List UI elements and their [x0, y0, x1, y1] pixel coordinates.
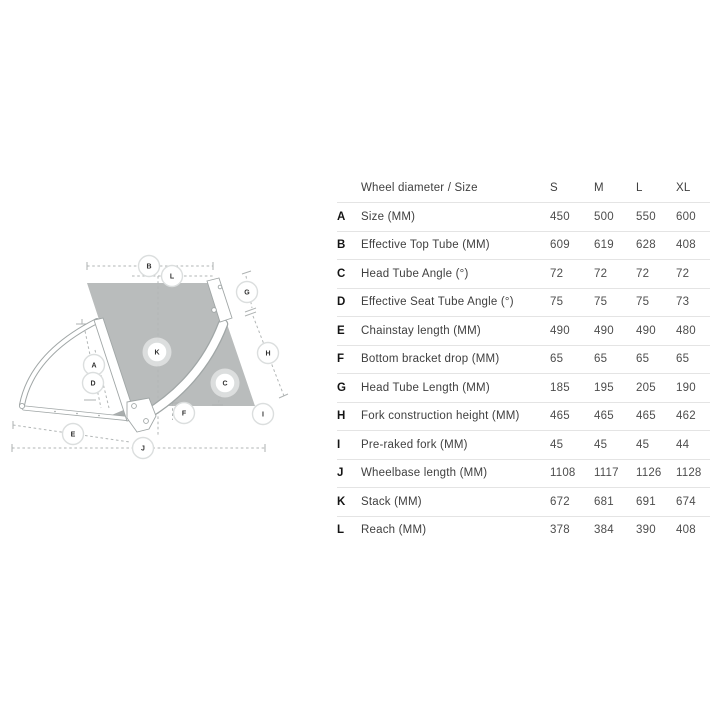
cell-s: 1108 [550, 467, 576, 480]
table-row [337, 231, 710, 260]
cell-m: 72 [594, 267, 608, 280]
marker-e [63, 424, 84, 445]
table-row [337, 373, 710, 402]
bike-frame-diagram [0, 248, 300, 473]
cell-xl: 462 [676, 410, 696, 423]
svg-text:F: F [181, 410, 187, 418]
marker-d [83, 373, 104, 394]
cell-xl: 44 [676, 438, 690, 451]
cell-m: 45 [594, 438, 608, 451]
row-letter: D [337, 296, 346, 309]
cell-l: 465 [636, 410, 656, 423]
cell-xl: 1128 [676, 467, 702, 480]
cell-xl: 72 [676, 267, 690, 280]
marker-c [211, 369, 240, 398]
svg-text:G: G [244, 289, 250, 297]
row-letter: A [337, 210, 346, 223]
table-row [337, 516, 710, 545]
table-row [337, 487, 710, 516]
cell-xl: 408 [676, 524, 696, 537]
row-letter: E [337, 324, 345, 337]
svg-text:C: C [222, 380, 228, 388]
cell-m: 619 [594, 239, 614, 252]
marker-l [162, 266, 183, 287]
table-row [337, 345, 710, 374]
cell-s: 490 [550, 324, 570, 337]
cell-l: 45 [636, 438, 650, 451]
cell-m: 500 [594, 210, 614, 223]
marker-j [133, 438, 154, 459]
table-row [337, 288, 710, 317]
cell-l: 490 [636, 324, 656, 337]
cell-m: 465 [594, 410, 614, 423]
cell-xl: 73 [676, 296, 690, 309]
cell-s: 672 [550, 495, 570, 508]
cell-l: 628 [636, 239, 656, 252]
row-letter: H [337, 410, 346, 423]
marker-h [258, 343, 279, 364]
cell-m: 384 [594, 524, 614, 537]
marker-k [143, 338, 172, 367]
row-label: Head Tube Angle (°) [361, 267, 469, 280]
row-label: Effective Top Tube (MM) [361, 239, 490, 252]
row-label: Head Tube Length (MM) [361, 381, 490, 394]
row-label: Fork construction height (MM) [361, 410, 520, 423]
table-header-row [337, 174, 710, 202]
cell-s: 185 [550, 381, 570, 394]
header-col-s: S [550, 182, 558, 194]
header-col-l: L [636, 182, 643, 194]
row-letter: L [337, 524, 345, 537]
cell-m: 75 [594, 296, 608, 309]
svg-text:D: D [90, 380, 96, 388]
cell-l: 691 [636, 495, 656, 508]
marker-g [237, 282, 258, 303]
cell-l: 205 [636, 381, 656, 394]
cell-s: 465 [550, 410, 570, 423]
cell-m: 490 [594, 324, 614, 337]
row-label: Bottom bracket drop (MM) [361, 353, 500, 366]
cell-xl: 480 [676, 324, 696, 337]
table-row [337, 402, 710, 431]
cell-s: 65 [550, 353, 564, 366]
cell-l: 75 [636, 296, 650, 309]
table-row [337, 202, 710, 231]
svg-text:B: B [146, 263, 152, 271]
cell-xl: 600 [676, 210, 696, 223]
row-label: Size (MM) [361, 210, 416, 223]
cell-xl: 674 [676, 495, 696, 508]
svg-text:K: K [154, 349, 160, 357]
header-col-xl: XL [676, 182, 691, 194]
cell-l: 550 [636, 210, 656, 223]
svg-text:J: J [141, 445, 145, 453]
cell-xl: 408 [676, 239, 696, 252]
row-label: Effective Seat Tube Angle (°) [361, 296, 514, 309]
row-label: Reach (MM) [361, 524, 427, 537]
cell-l: 1126 [636, 467, 662, 480]
row-letter: J [337, 467, 344, 480]
cell-xl: 65 [676, 353, 690, 366]
svg-text:I: I [262, 411, 264, 419]
cell-s: 450 [550, 210, 570, 223]
cell-s: 45 [550, 438, 564, 451]
header-col-m: M [594, 182, 604, 194]
row-label: Stack (MM) [361, 495, 422, 508]
cell-s: 609 [550, 239, 570, 252]
cell-l: 72 [636, 267, 650, 280]
svg-text:E: E [70, 431, 76, 439]
row-letter: K [337, 495, 346, 508]
row-label: Chainstay length (MM) [361, 324, 481, 337]
row-letter: B [337, 239, 346, 252]
marker-b [139, 256, 160, 277]
table-row [337, 316, 710, 345]
cell-s: 378 [550, 524, 570, 537]
cell-s: 72 [550, 267, 564, 280]
cell-l: 65 [636, 353, 650, 366]
cell-m: 65 [594, 353, 608, 366]
geometry-table [337, 174, 710, 544]
marker-i [253, 404, 274, 425]
svg-text:A: A [91, 362, 97, 370]
row-letter: G [337, 381, 347, 394]
table-row [337, 259, 710, 288]
cell-m: 1117 [594, 467, 619, 480]
cell-s: 75 [550, 296, 564, 309]
row-letter: C [337, 267, 346, 280]
cell-m: 195 [594, 381, 614, 394]
cell-xl: 190 [676, 381, 696, 394]
row-letter: I [337, 438, 341, 451]
table-row [337, 459, 710, 488]
cell-l: 390 [636, 524, 656, 537]
svg-text:H: H [265, 350, 271, 358]
row-label: Pre-raked fork (MM) [361, 438, 468, 451]
marker-f [174, 403, 195, 424]
table-row [337, 430, 710, 459]
svg-text:L: L [169, 273, 175, 281]
row-label: Wheelbase length (MM) [361, 467, 488, 480]
row-letter: F [337, 353, 345, 366]
header-label: Wheel diameter / Size [361, 182, 478, 194]
cell-m: 681 [594, 495, 614, 508]
